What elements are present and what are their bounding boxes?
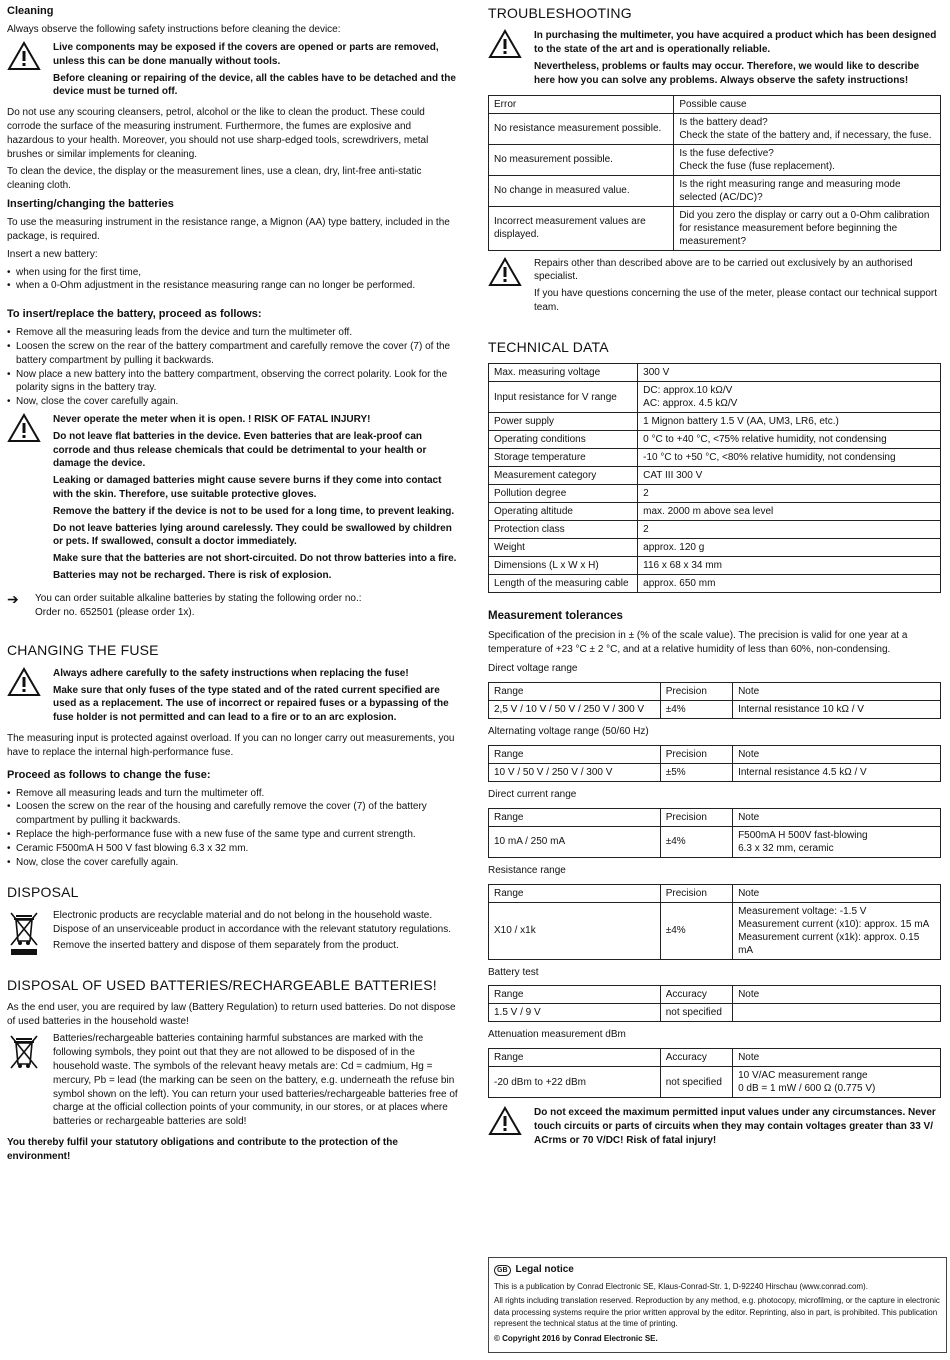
- spec-value-cell: CAT III 300 V: [638, 467, 941, 485]
- tolerance-table: [488, 808, 941, 858]
- arrow-right-icon: ➔: [7, 590, 19, 607]
- tolerance-table-caption: Direct voltage range: [488, 663, 578, 675]
- spec-value-cell: max. 2000 m above sea level: [638, 503, 941, 521]
- technical-data-title: TECHNICAL DATA: [488, 338, 609, 355]
- range-cell: 10 mA / 250 mA: [489, 826, 661, 857]
- table-header-row: [489, 986, 941, 1004]
- spec-value-cell: 300 V: [638, 364, 941, 382]
- battery-warning-6: Make sure that the batteries are not short-circuited. Do not throw batteries into a fire.: [53, 553, 457, 565]
- final-warning: [488, 1106, 941, 1150]
- range-cell: 1.5 V / 9 V: [489, 1004, 661, 1022]
- tolerance-table: [488, 682, 941, 719]
- order-note-line-2: Order no. 652501 (please order 1x).: [35, 606, 195, 618]
- table-row: [489, 144, 941, 175]
- fuse-paragraph: The measuring input is protected against overload. If you can no longer carry out measurements, you have to replace the internal high-performance fuse.: [7, 732, 455, 758]
- legal-notice-header: [494, 1263, 941, 1278]
- used-batteries-block: [7, 1032, 458, 1132]
- table-row: [489, 431, 941, 449]
- table-row: [489, 364, 941, 382]
- battery-warning-7: Batteries may not be recharged. There is risk of explosion.: [53, 570, 332, 582]
- list-item: • Now, close the cover carefully again.: [7, 856, 458, 870]
- cleaning-title: Cleaning: [7, 5, 54, 17]
- error-cell: No resistance measurement possible.: [489, 113, 674, 144]
- table-row: [489, 1004, 941, 1022]
- table-header-row: [489, 746, 941, 764]
- spec-label-cell: Protection class: [489, 521, 638, 539]
- fuse-list: [7, 787, 458, 870]
- table-row: [489, 902, 941, 959]
- table-row: [489, 485, 941, 503]
- cause-cell: Is the fuse defective? Check the fuse (fuse replacement).: [674, 144, 941, 175]
- spec-label-cell: Input resistance for V range: [489, 382, 638, 413]
- table-row: [489, 175, 941, 206]
- table-header: Precision: [660, 808, 732, 826]
- crossed-bin-icon: [7, 1032, 43, 1132]
- list-item: • Replace the high-performance fuse with a new fuse of the same type and current strength.: [7, 828, 458, 842]
- spec-value-cell: 0 °C to +40 °C, <75% relative humidity, not condensing: [638, 431, 941, 449]
- troubleshooting-title: TROUBLESHOOTING: [488, 5, 632, 21]
- spec-value-cell: approx. 650 mm: [638, 575, 941, 593]
- battery-warning-2: Do not leave flat batteries in the device. Even batteries that are leak-proof can corrode and thus release chemicals that could be detrimental to your health or damage the device.: [53, 430, 427, 470]
- battery-warning-3: Leaking or damaged batteries might cause severe burns if they come into contact with the skin. Therefore, use suitable protective gloves.: [53, 475, 442, 501]
- cleaning-warning: [7, 41, 458, 102]
- gb-flag-icon: GB: [494, 1265, 511, 1276]
- fuse-warning: [7, 667, 458, 728]
- table-header: Note: [733, 746, 941, 764]
- table-header: Range: [489, 1049, 661, 1067]
- table-header: Range: [489, 986, 661, 1004]
- list-item: • Now place a new battery into the battery compartment, observing the correct polarity. Look for the polarity signs in the battery tray.: [7, 368, 458, 396]
- table-header: Accuracy: [660, 1049, 732, 1067]
- table-header: Range: [489, 808, 661, 826]
- table-header-row: [489, 95, 941, 113]
- table-header: Error: [489, 95, 674, 113]
- legal-copyright: © Copyright 2016 by Conrad Electronic SE.: [494, 1333, 658, 1343]
- range-cell: X10 / x1k: [489, 902, 661, 959]
- technical-data-table: [488, 363, 941, 593]
- spec-value-cell: 116 x 68 x 34 mm: [638, 557, 941, 575]
- battery-warning-5: Do not leave batteries lying around carelessly. They could be swallowed by children or pets. If swallowed, consult a doctor immediately.: [53, 522, 452, 548]
- troubleshooting-table: [488, 95, 941, 251]
- table-row: [489, 575, 941, 593]
- tolerance-tables: [488, 662, 941, 1098]
- range-cell: -20 dBm to +22 dBm: [489, 1067, 661, 1098]
- disposal-title: DISPOSAL: [7, 884, 79, 901]
- order-note-line-1: You can order suitable alkaline batteries by stating the following order no.:: [35, 592, 362, 604]
- note-cell: [733, 1004, 941, 1022]
- table-row: [489, 413, 941, 431]
- table-row: [489, 826, 941, 857]
- table-header: Range: [489, 884, 661, 902]
- tolerance-table-caption: Alternating voltage range (50/60 Hz): [488, 726, 649, 738]
- table-row: [489, 113, 941, 144]
- tolerance-table: [488, 745, 941, 782]
- error-cell: No measurement possible.: [489, 144, 674, 175]
- table-header: Precision: [660, 746, 732, 764]
- table-header: Precision: [660, 683, 732, 701]
- precision-cell: not specified: [660, 1067, 732, 1098]
- table-row: [489, 467, 941, 485]
- disposal-paragraph-1: Electronic products are recyclable material and do not belong in the household waste. Dispose of an unserviceable product in accordance with the relevant statutory regulations.: [53, 909, 452, 935]
- tolerances-paragraph: Specification of the precision in ± (% of the scale value). The precision is valid for one year at a temperature of +23 °C ± 2 °C, and at a relative humidity of less than 60%, non-condensing.: [488, 629, 908, 655]
- list-item: • Remove all measuring leads and turn the multimeter off.: [7, 787, 458, 801]
- fuse-warning-1: Always adhere carefully to the safety instructions when replacing the fuse!: [53, 667, 409, 679]
- warning-triangle-icon: [7, 667, 43, 728]
- tolerance-table: [488, 884, 941, 960]
- table-row: [489, 503, 941, 521]
- spec-label-cell: Weight: [489, 539, 638, 557]
- cleaning-intro: Always observe the following safety instructions before cleaning the device:: [7, 24, 341, 36]
- tolerance-table: [488, 985, 941, 1022]
- table-row: [489, 206, 941, 250]
- list-item: • Loosen the screw on the rear of the housing and carefully remove the cover (7) of the battery compartment by pulling it backwards.: [7, 800, 458, 828]
- tolerances-title: Measurement tolerances: [488, 610, 623, 622]
- note-cell: Internal resistance 4.5 kΩ / V: [733, 764, 941, 782]
- spec-value-cell: 2: [638, 485, 941, 503]
- warning-triangle-icon: [488, 257, 524, 318]
- used-batteries-paragraph-2: Batteries/rechargeable batteries containing harmful substances are marked with the following symbols, they point out that they are not allowed to be disposed of in the household waste. The symbols of the relevant heavy metals are: Cd = cadmium, Hg = mercury, Pb = lead (the marking can be seen on the battery, e.g. underneath the refuse bin symbol shown on the left). You can return your used batteries/rechargeable batteries free of charge at the official collection points of your community, in our stores, or at places where batteries or rechargeable batteries are sold!: [53, 1033, 458, 1128]
- range-cell: 10 V / 50 V / 250 V / 300 V: [489, 764, 661, 782]
- list-item: • when using for the first time,: [7, 266, 458, 280]
- error-cell: Incorrect measurement values are displayed.: [489, 206, 674, 250]
- table-row: [489, 764, 941, 782]
- table-row: [489, 539, 941, 557]
- cause-cell: Did you zero the display or carry out a 0-Ohm calibration for resistance measurement before beginning the measurement?: [674, 206, 941, 250]
- crossed-bin-icon: [7, 909, 43, 962]
- table-header-row: [489, 683, 941, 701]
- troubleshooting-warning-2: Nevertheless, problems or faults may occur. Therefore, we would like to describe here how you can solve any problems. Always observe the safety instructions!: [534, 60, 920, 86]
- warning-triangle-icon: [7, 413, 43, 586]
- table-row: [489, 449, 941, 467]
- table-header: Precision: [660, 884, 732, 902]
- spec-label-cell: Storage temperature: [489, 449, 638, 467]
- tolerance-table-caption: Battery test: [488, 966, 539, 978]
- table-header: Note: [733, 808, 941, 826]
- range-cell: 2,5 V / 10 V / 50 V / 250 V / 300 V: [489, 701, 661, 719]
- table-header: Range: [489, 746, 661, 764]
- battery-warning: [7, 413, 458, 586]
- spec-value-cell: 2: [638, 521, 941, 539]
- table-header-row: [489, 808, 941, 826]
- table-header: Note: [733, 1049, 941, 1067]
- list-item: • Ceramic F500mA H 500 V fast blowing 6.3 x 32 mm.: [7, 842, 458, 856]
- spec-label-cell: Dimensions (L x W x H): [489, 557, 638, 575]
- repair-warning-2: If you have questions concerning the use of the meter, please contact our technical support team.: [534, 288, 938, 313]
- tolerance-table-caption: Attenuation measurement dBm: [488, 1029, 626, 1041]
- warning-triangle-icon: [488, 1106, 524, 1150]
- table-row: [489, 382, 941, 413]
- list-item: • when a 0-Ohm adjustment in the resistance measuring range can no longer be performed.: [7, 279, 458, 293]
- right-column: [488, 4, 941, 1155]
- warning-triangle-icon: [7, 41, 43, 102]
- spec-label-cell: Operating altitude: [489, 503, 638, 521]
- spec-value-cell: DC: approx.10 kΩ/V AC: approx. 4.5 kΩ/V: [638, 382, 941, 413]
- battery-warning-4: Remove the battery if the device is not to be used for a long time, to prevent leaking.: [53, 505, 455, 517]
- troubleshooting-warning: [488, 29, 941, 90]
- list-item: • Loosen the screw on the rear of the battery compartment and carefully remove the cover (7) of the battery compartment by pulling it backwards.: [7, 340, 458, 368]
- table-header: Note: [733, 683, 941, 701]
- spec-value-cell: 1 Mignon battery 1.5 V (AA, UM3, LR6, etc.): [638, 413, 941, 431]
- table-header-row: [489, 884, 941, 902]
- legal-paragraph-2: All rights including translation reserved. Reproduction by any method, e.g. photocopy, microfilming, or the capture in electronic data processing systems require the prior written approval by the editor. Reprinting, also in part, is prohibited. This publication represent the technical status at the time of printing.: [494, 1296, 940, 1329]
- table-header-row: [489, 1049, 941, 1067]
- tolerance-table-caption: Resistance range: [488, 864, 566, 876]
- battery-warning-1: Never operate the meter when it is open. ! RISK OF FATAL INJURY!: [53, 414, 371, 426]
- table-header: Note: [733, 884, 941, 902]
- precision-cell: ±4%: [660, 826, 732, 857]
- table-header: Possible cause: [674, 95, 941, 113]
- fuse-warning-2: Make sure that only fuses of the type stated and of the rated current specified are used as a replacement. The use of incorrect or repaired fuses or a bypassing of the fuse holder is not permitted and can lead to a fire or to an arc explosion.: [53, 684, 449, 724]
- cleaning-paragraph-2: To clean the device, the display or the measurement lines, use a clean, dry, lint-free anti-static cleaning cloth.: [7, 166, 422, 192]
- used-batteries-title: DISPOSAL OF USED BATTERIES/RECHARGEABLE BATTERIES!: [7, 976, 437, 993]
- cleaning-warning-2: Before cleaning or repairing of the device, all the cables have to be detached and the device must be turned off.: [53, 72, 456, 98]
- used-batteries-paragraph-1: As the end user, you are required by law (Battery Regulation) to return used batteries. Do not dispose of used batteries in the household waste!: [7, 1001, 456, 1027]
- final-warning-text: Do not exceed the maximum permitted input values under any circumstances. Never touch circuits or parts of circuits when they may contain voltages greater than 33 V/ ACrms or 70 V/DC! Risk of fatal injury!: [534, 1107, 936, 1146]
- tolerance-table-caption: Direct current range: [488, 789, 577, 801]
- note-cell: Measurement voltage: -1.5 V Measurement current (x10): approx. 15 mA Measurement current (x1k): approx. 0.15 mA: [733, 902, 941, 959]
- note-cell: 10 V/AC measurement range 0 dB = 1 mW / 600 Ω (0.775 V): [733, 1067, 941, 1098]
- spec-label-cell: Length of the measuring cable: [489, 575, 638, 593]
- order-note: [7, 592, 458, 620]
- spec-label-cell: Pollution degree: [489, 485, 638, 503]
- left-column: [7, 4, 458, 1168]
- spec-value-cell: -10 °C to +50 °C, <80% relative humidity, not condensing: [638, 449, 941, 467]
- repair-warning: [488, 257, 941, 318]
- tolerance-table: [488, 1048, 941, 1098]
- error-cell: No change in measured value.: [489, 175, 674, 206]
- insert-battery-list: [7, 326, 458, 409]
- cleaning-paragraph-1: Do not use any scouring cleansers, petrol, alcohol or the like to clean the product. These could corrode the surface of the measuring instrument. Furthermore, the fumes are explosive and hazardous to your health. Moreover, you should not use sharp-edged tools, screwdrivers, metal brushes or similar implements for cleaning.: [7, 107, 429, 160]
- list-item: • Now, close the cover carefully again.: [7, 395, 458, 409]
- table-row: [489, 1067, 941, 1098]
- note-cell: Internal resistance 10 kΩ / V: [733, 701, 941, 719]
- table-row: [489, 701, 941, 719]
- spec-label-cell: Power supply: [489, 413, 638, 431]
- spec-label-cell: Measurement category: [489, 467, 638, 485]
- legal-paragraph-1: This is a publication by Conrad Electronic SE, Klaus-Conrad-Str. 1, D-92240 Hirschau (www.conrad.com).: [494, 1281, 868, 1291]
- legal-notice-title: Legal notice: [515, 1264, 574, 1275]
- fuse-procedure-title: Proceed as follows to change the fuse:: [7, 768, 211, 781]
- table-header: Accuracy: [660, 986, 732, 1004]
- battery-paragraph-1: To use the measuring instrument in the resistance range, a Mignon (AA) type battery, included in the package, is required.: [7, 217, 450, 242]
- cause-cell: Is the battery dead? Check the state of the battery and, if necessary, the fuse.: [674, 113, 941, 144]
- spec-value-cell: approx. 120 g: [638, 539, 941, 557]
- battery-title: Inserting/changing the batteries: [7, 197, 174, 210]
- table-header: Range: [489, 683, 661, 701]
- battery-list: [7, 266, 458, 294]
- list-item: • Remove all the measuring leads from the device and turn the multimeter off.: [7, 326, 458, 340]
- table-row: [489, 557, 941, 575]
- precision-cell: not specified: [660, 1004, 732, 1022]
- battery-paragraph-2: Insert a new battery:: [7, 248, 98, 260]
- table-row: [489, 521, 941, 539]
- precision-cell: ±4%: [660, 701, 732, 719]
- warning-triangle-icon: [488, 29, 524, 90]
- table-header: Note: [733, 986, 941, 1004]
- disposal-paragraph-2: Remove the inserted battery and dispose of them separately from the product.: [53, 940, 399, 952]
- precision-cell: ±4%: [660, 902, 732, 959]
- spec-label-cell: Operating conditions: [489, 431, 638, 449]
- cleaning-warning-1: Live components may be exposed if the covers are opened or parts are removed, unless this can be done manually without tools.: [53, 41, 439, 67]
- used-batteries-paragraph-3: You thereby fulfil your statutory obligations and contribute to the protection of the environment!: [7, 1137, 398, 1162]
- note-cell: F500mA H 500V fast-blowing 6.3 x 32 mm, ceramic: [733, 826, 941, 857]
- legal-notice: [488, 1257, 947, 1353]
- disposal-block: [7, 909, 458, 962]
- precision-cell: ±5%: [660, 764, 732, 782]
- troubleshooting-warning-1: In purchasing the multimeter, you have acquired a product which has been designed to the state of the art and is operationally reliable.: [534, 30, 937, 56]
- insert-battery-title: To insert/replace the battery, proceed as follows:: [7, 308, 262, 321]
- fuse-title: CHANGING THE FUSE: [7, 642, 159, 659]
- spec-label-cell: Max. measuring voltage: [489, 364, 638, 382]
- repair-warning-1: Repairs other than described above are to be carried out exclusively by an authorised specialist.: [534, 257, 913, 283]
- cause-cell: Is the right measuring range and measuring mode selected (AC/DC)?: [674, 175, 941, 206]
